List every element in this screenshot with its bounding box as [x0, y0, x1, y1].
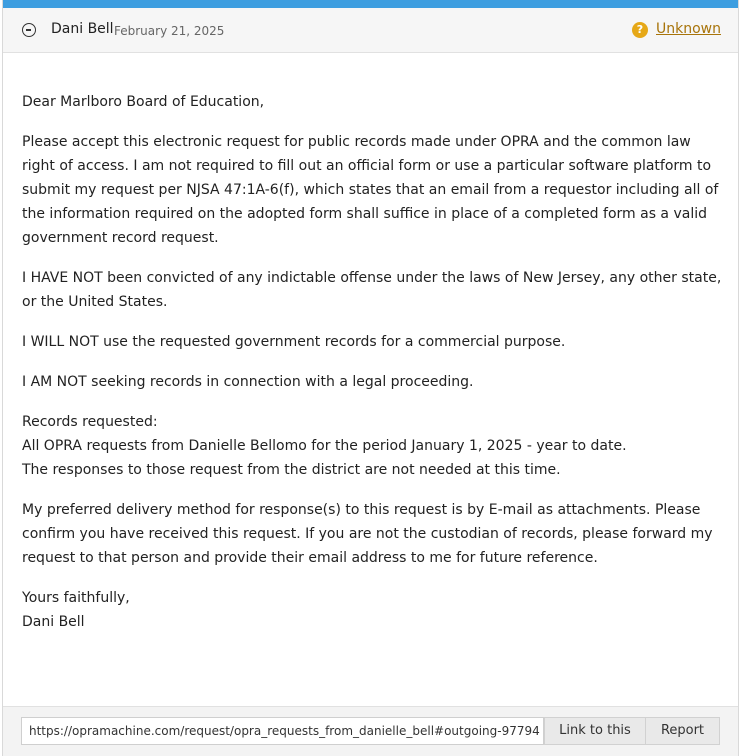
records-requested [22, 410, 722, 482]
permalink-field[interactable]: https://opramachine.com/request/opra_requests_from_danielle_bell#outgoing-97794 [21, 717, 544, 745]
closing: Yours faithfully, [22, 590, 130, 606]
salutation: Dear Marlboro Board of Education, [22, 94, 265, 110]
report-button[interactable]: Report [645, 717, 720, 745]
accent-bar [3, 0, 738, 8]
records-line: All OPRA requests from Danielle Bellomo for the period January 1, 2025 - year to date. [22, 438, 627, 454]
link-to-this-button[interactable]: Link to this [544, 717, 646, 745]
signature: Dani Bell [22, 614, 85, 630]
legal-statement: I AM NOT seeking records in connection with a legal proceeding. [22, 374, 474, 390]
delivery-paragraph: My preferred delivery method for response(s) to this request is by E-mail as attachments. Please confirm you have received this request. If you are not the custodian of records, please forward my request to that person and provide their email address to me for future reference. [22, 502, 713, 566]
message-body [22, 90, 722, 650]
question-icon: ? [632, 22, 648, 38]
author-name: Dani Bell [51, 21, 114, 37]
request-paragraph: Please accept this electronic request for public records made under OPRA and the common law right of access. I am not required to fill out an official form or use a particular software platform to submit my request per NJSA 47:1A-6(f), which states that an email from a requestor including all of the information required on the adopted form shall suffice in place of a completed form as a valid government record request. [22, 134, 719, 246]
records-line: The responses to those request from the district are not needed at this time. [22, 462, 561, 478]
commercial-statement: I WILL NOT use the requested government records for a commercial purpose. [22, 334, 566, 350]
records-heading: Records requested: [22, 414, 158, 430]
conviction-statement: I HAVE NOT been convicted of any indictable offense under the laws of New Jersey, any other state, or the United States. [22, 270, 722, 310]
message-header [3, 8, 738, 53]
message-date: February 21, 2025 [114, 24, 225, 38]
sign-off [22, 586, 722, 634]
status-link[interactable]: Unknown [656, 21, 721, 37]
message-footer [3, 706, 738, 756]
collapse-icon[interactable] [22, 23, 36, 37]
correspondence-card [2, 0, 739, 756]
